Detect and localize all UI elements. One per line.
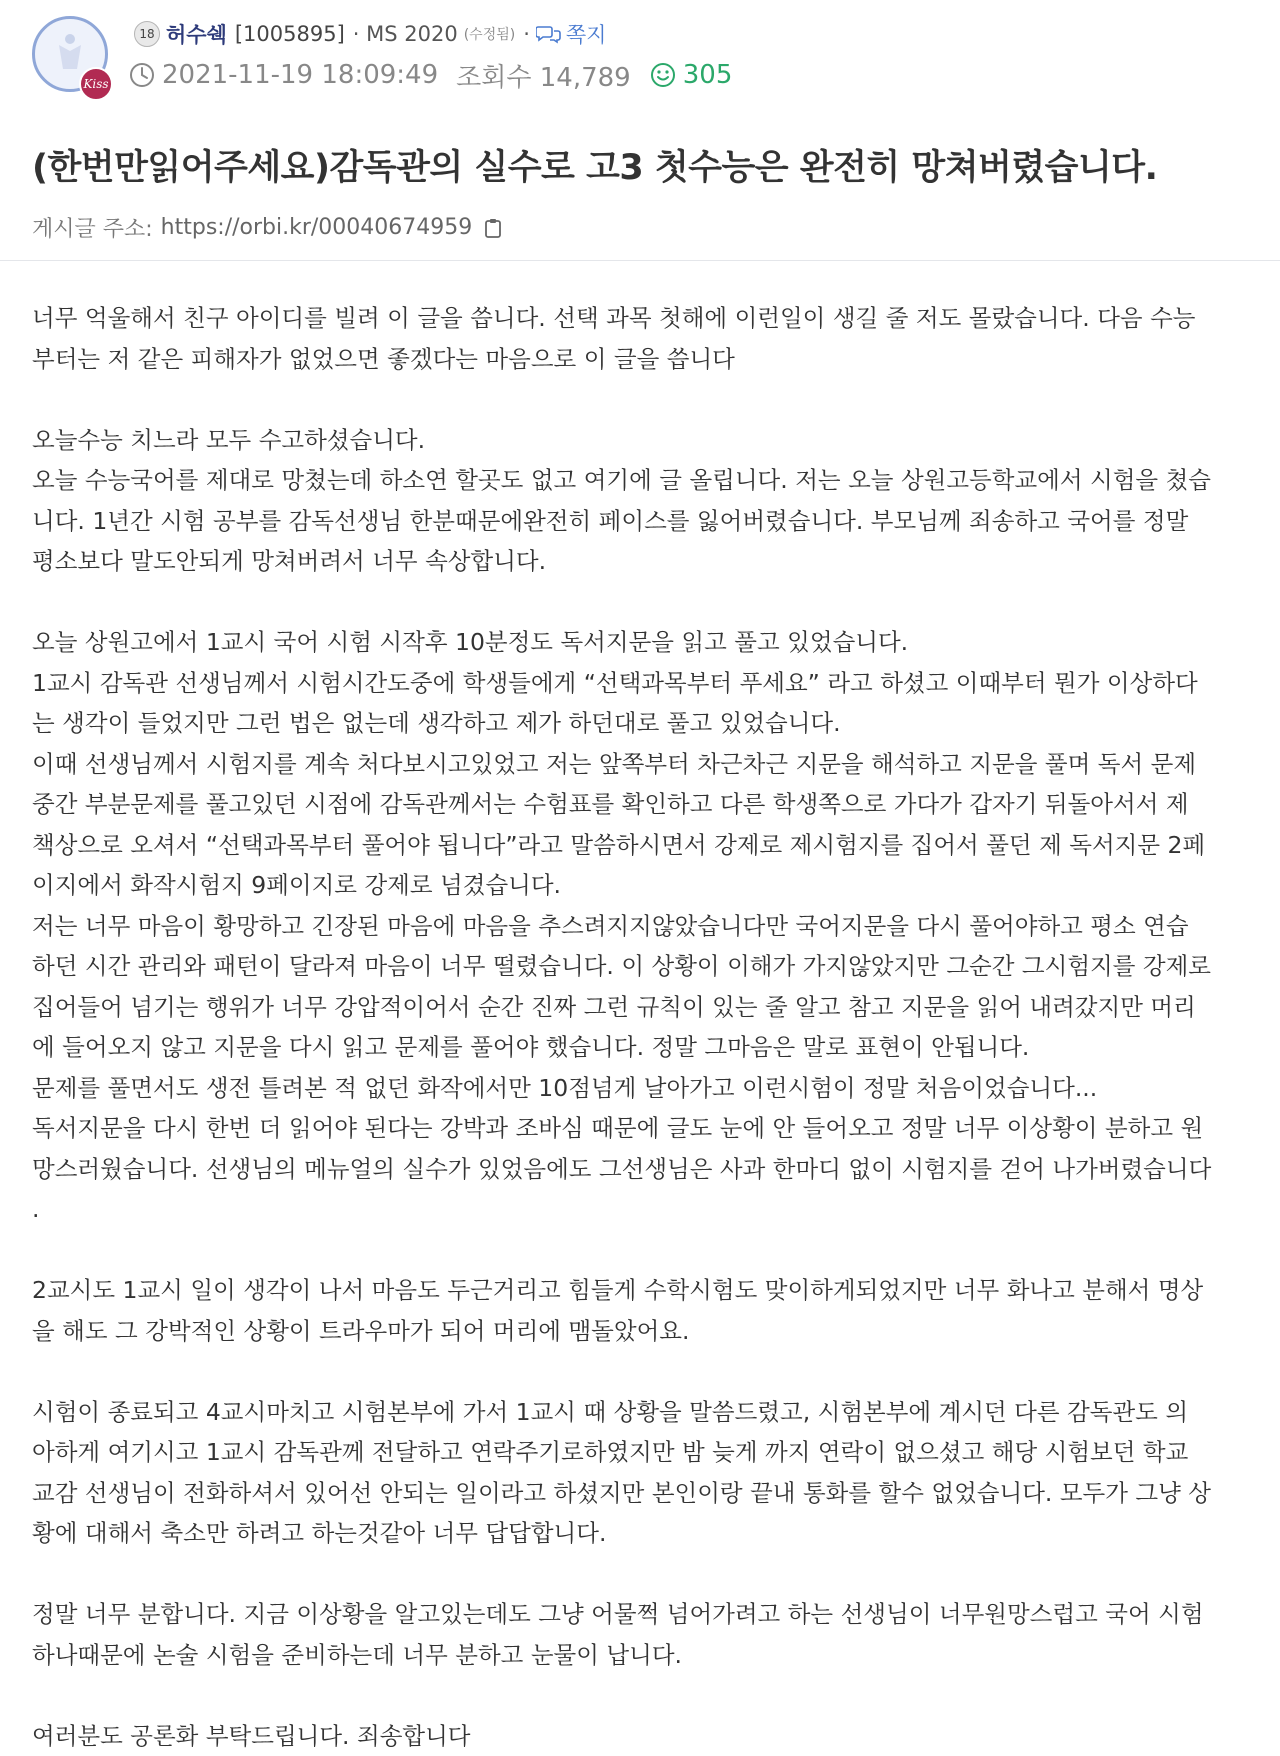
message-label: 쪽지 [566, 19, 607, 49]
body-line: 아하게 여기시고 1교시 감독관께 전달하고 연락주기로하였지만 밤 늦게 까지 연락이 없으셨고 해당 시험보던 학교 [32, 1432, 1252, 1473]
blank-line [32, 1554, 1252, 1595]
like-count: 305 [683, 60, 733, 90]
like-counter[interactable] [649, 60, 733, 90]
blank-line [32, 379, 1252, 420]
body-line: 망스러웠습니다. 선생님의 메뉴얼의 실수가 있었음에도 그선생님은 사과 한마디 없이 시험지를 걷어 나가버렸습니다 [32, 1149, 1252, 1190]
author-nickname[interactable]: 허수쉑 [166, 19, 227, 49]
body-line: 는 생각이 들었지만 그런 법은 없는데 생각하고 제가 하던대로 풀고 있었습니다. [32, 703, 1252, 744]
view-count: 조회수 14,789 [456, 57, 631, 94]
body-line: 2교시도 1교시 일이 생각이 나서 마음도 두근거리고 힘들게 수학시험도 맞이하게되었지만 너무 화나고 분해서 명상 [32, 1270, 1252, 1311]
clock-icon [128, 61, 156, 89]
author-id: [1005895] [235, 22, 345, 46]
body-line: 집어들어 넘기는 행위가 너무 강압적이어서 순간 진짜 그런 규칙이 있는 줄 알고 참고 지문을 읽어 내려갔지만 머리 [32, 987, 1252, 1028]
post-stats [128, 58, 732, 92]
body-line: 하던 시간 관리와 패턴이 달라져 마음이 너무 떨렸습니다. 이 상황이 이해가 가지않았지만 그순간 그시험지를 강제로 [32, 946, 1252, 987]
body-line: 오늘수능 치느라 모두 수고하셨습니다. [32, 420, 1252, 461]
body-line: 하나때문에 논술 시험을 준비하는데 너무 분하고 눈물이 납니다. [32, 1635, 1252, 1676]
edited-label: (수정됨) [464, 24, 516, 44]
post-header [0, 0, 1280, 261]
body-line: . [32, 1189, 1252, 1230]
avatar[interactable] [32, 16, 108, 92]
body-line: 시험이 종료되고 4교시마치고 시험본부에 가서 1교시 때 상황을 말씀드렸고, 시험본부에 계시던 다른 감독관도 의 [32, 1392, 1252, 1433]
address-label: 게시글 주소: [32, 212, 153, 243]
body-line: 오늘 상원고에서 1교시 국어 시험 시작후 10분정도 독서지문을 읽고 풀고 있었습니다. [32, 622, 1252, 663]
blank-line [32, 1230, 1252, 1271]
post-datetime: 2021-11-19 18:09:49 [162, 60, 438, 90]
address-url[interactable]: https://orbi.kr/00040674959 [161, 215, 473, 240]
body-line: 저는 너무 마음이 황망하고 긴장된 마음에 마음을 추스려지지않았습니다만 국어지문을 다시 풀어야하고 평소 연습 [32, 906, 1252, 947]
author-school: · MS 2020 [353, 22, 458, 46]
post-title: (한번만읽어주세요)감독관의 실수로 고3 첫수능은 완전히 망쳐버렸습니다. [32, 140, 1157, 190]
body-line: 너무 억울해서 친구 아이디를 빌려 이 글을 씁니다. 선택 과목 첫해에 이런일이 생길 줄 저도 몰랐습니다. 다음 수능 [32, 298, 1252, 339]
body-line: 교감 선생님이 전화하셔서 있어선 안되는 일이라고 하셨지만 본인이랑 끝내 통화를 할수 없었습니다. 모두가 그냥 상 [32, 1473, 1252, 1514]
body-line: 1교시 감독관 선생님께서 시험시간도중에 학생들에게 “선택과목부터 푸세요” 라고 하셨고 이때부터 뭔가 이상하다 [32, 663, 1252, 704]
smile-icon [649, 61, 677, 89]
post-body [32, 298, 1252, 1756]
blank-line [32, 582, 1252, 623]
body-line: 니다. 1년간 시험 공부를 감독선생님 한분때문에완전히 페이스를 잃어버렸습니다. 부모님께 죄송하고 국어를 정말 [32, 501, 1252, 542]
message-icon [536, 24, 562, 44]
avatar-figure-icon [53, 31, 87, 71]
post-address [32, 212, 502, 243]
body-line: 오늘 수능국어를 제대로 망쳤는데 하소연 할곳도 없고 여기에 글 올립니다. 저는 오늘 상원고등학교에서 시험을 쳤습 [32, 460, 1252, 501]
body-line: 에 들어오지 않고 지문을 다시 읽고 문제를 풀어야 했습니다. 정말 그마음은 말로 표현이 안됩니다. [32, 1027, 1252, 1068]
body-line: 이때 선생님께서 시험지를 계속 처다보시고있었고 저는 앞쪽부터 차근차근 지문을 해석하고 지문을 풀며 독서 문제 [32, 744, 1252, 785]
body-line: 을 해도 그 강박적인 상황이 트라우마가 되어 머리에 맴돌았어요. [32, 1311, 1252, 1352]
body-line: 책상으로 오셔서 “선택과목부터 풀어야 됩니다”라고 말씀하시면서 강제로 제시험지를 집어서 풀던 제 독서지문 2페 [32, 825, 1252, 866]
clipboard-icon[interactable] [484, 217, 502, 239]
body-line: 황에 대해서 축소만 하려고 하는것같아 너무 답답합니다. [32, 1513, 1252, 1554]
blank-line [32, 1675, 1252, 1716]
separator-dot: · [523, 22, 530, 46]
body-line: 부터는 저 같은 피해자가 없었으면 좋겠다는 마음으로 이 글을 씁니다 [32, 339, 1252, 380]
body-line: 평소보다 말도안되게 망쳐버려서 너무 속상합니다. [32, 541, 1252, 582]
body-line: 이지에서 화작시험지 9페이지로 강제로 넘겼습니다. [32, 865, 1252, 906]
author-line [134, 18, 606, 50]
message-button[interactable] [536, 19, 607, 49]
avatar-badge: Kiss [79, 67, 113, 101]
level-badge: 18 [134, 21, 160, 47]
body-line: 정말 너무 분합니다. 지금 이상황을 알고있는데도 그냥 어물쩍 넘어가려고 하는 선생님이 너무원망스럽고 국어 시험 [32, 1594, 1252, 1635]
body-line: 독서지문을 다시 한번 더 읽어야 된다는 강박과 조바심 때문에 글도 눈에 안 들어오고 정말 너무 이상황이 분하고 원 [32, 1108, 1252, 1149]
body-line: 여러분도 공론화 부탁드립니다. 죄송합니다 [32, 1716, 1252, 1756]
body-line: 문제를 풀면서도 생전 틀려본 적 없던 화작에서만 10점넘게 날아가고 이런시험이 정말 처음이었습니다... [32, 1068, 1252, 1109]
body-line: 중간 부분문제를 풀고있던 시점에 감독관께서는 수험표를 확인하고 다른 학생쪽으로 가다가 갑자기 뒤돌아서서 제 [32, 784, 1252, 825]
blank-line [32, 1351, 1252, 1392]
